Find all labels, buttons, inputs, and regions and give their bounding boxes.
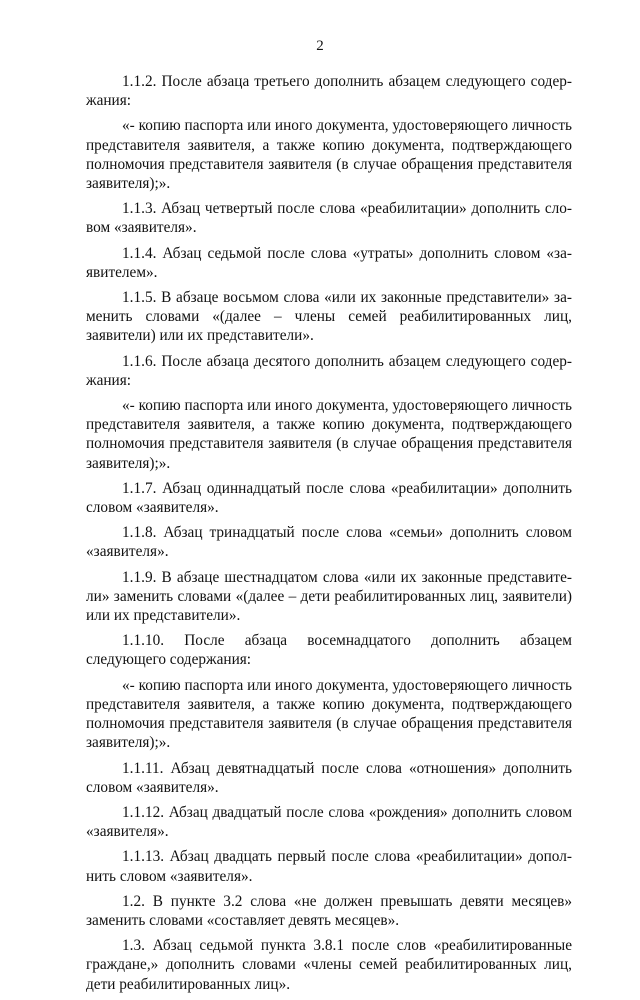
- quoted-insert-3: «- копию паспорта или иного документа, удостоверяющего личность представителя заявителя, а также копию документа, подтверждающего полномочия представителя заявителя (в случае обращения представителя заявителя);».: [86, 676, 572, 752]
- paragraph-1-1-2: 1.1.2. После абзаца третьего дополнить абзацем следующего содержания:: [86, 73, 572, 110]
- paragraph-1-1-9: 1.1.9. В абзаце шестнадцатом слова «или их законные представители» заменить словами «(далее – дети реабилитированных лиц, заявители) или их представители».: [86, 568, 572, 625]
- paragraph-1-1-3: 1.1.3. Абзац четвертый после слова «реабилитации» дополнить словом «заявителя».: [86, 200, 572, 237]
- paragraph-1-1-5: 1.1.5. В абзаце восьмом слова «или их законные представители» заменить словами «(далее – члены семей реабилитированных лиц, заявители) или их представители».: [86, 289, 572, 345]
- paragraph-1-1-11: 1.1.11. Абзац девятнадцатый после слова «отношения» дополнить словом «заявителя».: [86, 759, 572, 796]
- paragraph-1-1-8: 1.1.8. Абзац тринадцатый после слова «семьи» дополнить словом «заявителя».: [86, 524, 572, 561]
- paragraph-1-3: 1.3. Абзац седьмой пункта 3.8.1 после слов «реабилитированные граждане,» дополнить словами «члены семей реабилитированных лиц, дети реабилитированных лиц».: [86, 937, 572, 993]
- quoted-insert-1: «- копию паспорта или иного документа, удостоверяющего личность представителя заявителя, а также копию документа, подтверждающего полномочия представителя заявителя (в случае обращения представителя заявителя);».: [86, 117, 572, 193]
- quoted-insert-2: «- копию паспорта или иного документа, удостоверяющего личность представителя заявителя, а также копию документа, подтверждающего полномочия представителя заявителя (в случае обращения представителя заявителя);».: [86, 397, 572, 472]
- page-number: 2: [316, 38, 324, 54]
- paragraph-1-1-12: 1.1.12. Абзац двадцатый после слова «рождения» дополнить словом «заявителя».: [86, 803, 572, 841]
- paragraph-1-1-6: 1.1.6. После абзаца десятого дополнить абзацем следующего содержания:: [86, 352, 572, 389]
- paragraph-1-2: 1.2. В пункте 3.2 слова «не должен превышать девяти месяцев» заменить словами «составляет девять месяцев».: [86, 892, 572, 929]
- paragraph-1-1-13: 1.1.13. Абзац двадцать первый после слова «реабилитации» дополнить словом «заявителя».: [86, 848, 572, 885]
- paragraph-1-1-10: 1.1.10. После абзаца восемнадцатого дополнить абзацем следующего содержания:: [86, 632, 572, 669]
- paragraph-1-1-4: 1.1.4. Абзац седьмой после слова «утраты» дополнить словом «заявителем».: [86, 244, 572, 281]
- document-body: [86, 72, 572, 1000]
- paragraph-1-1-7: 1.1.7. Абзац одиннадцатый после слова «реабилитации» дополнить словом «заявителя».: [86, 479, 572, 517]
